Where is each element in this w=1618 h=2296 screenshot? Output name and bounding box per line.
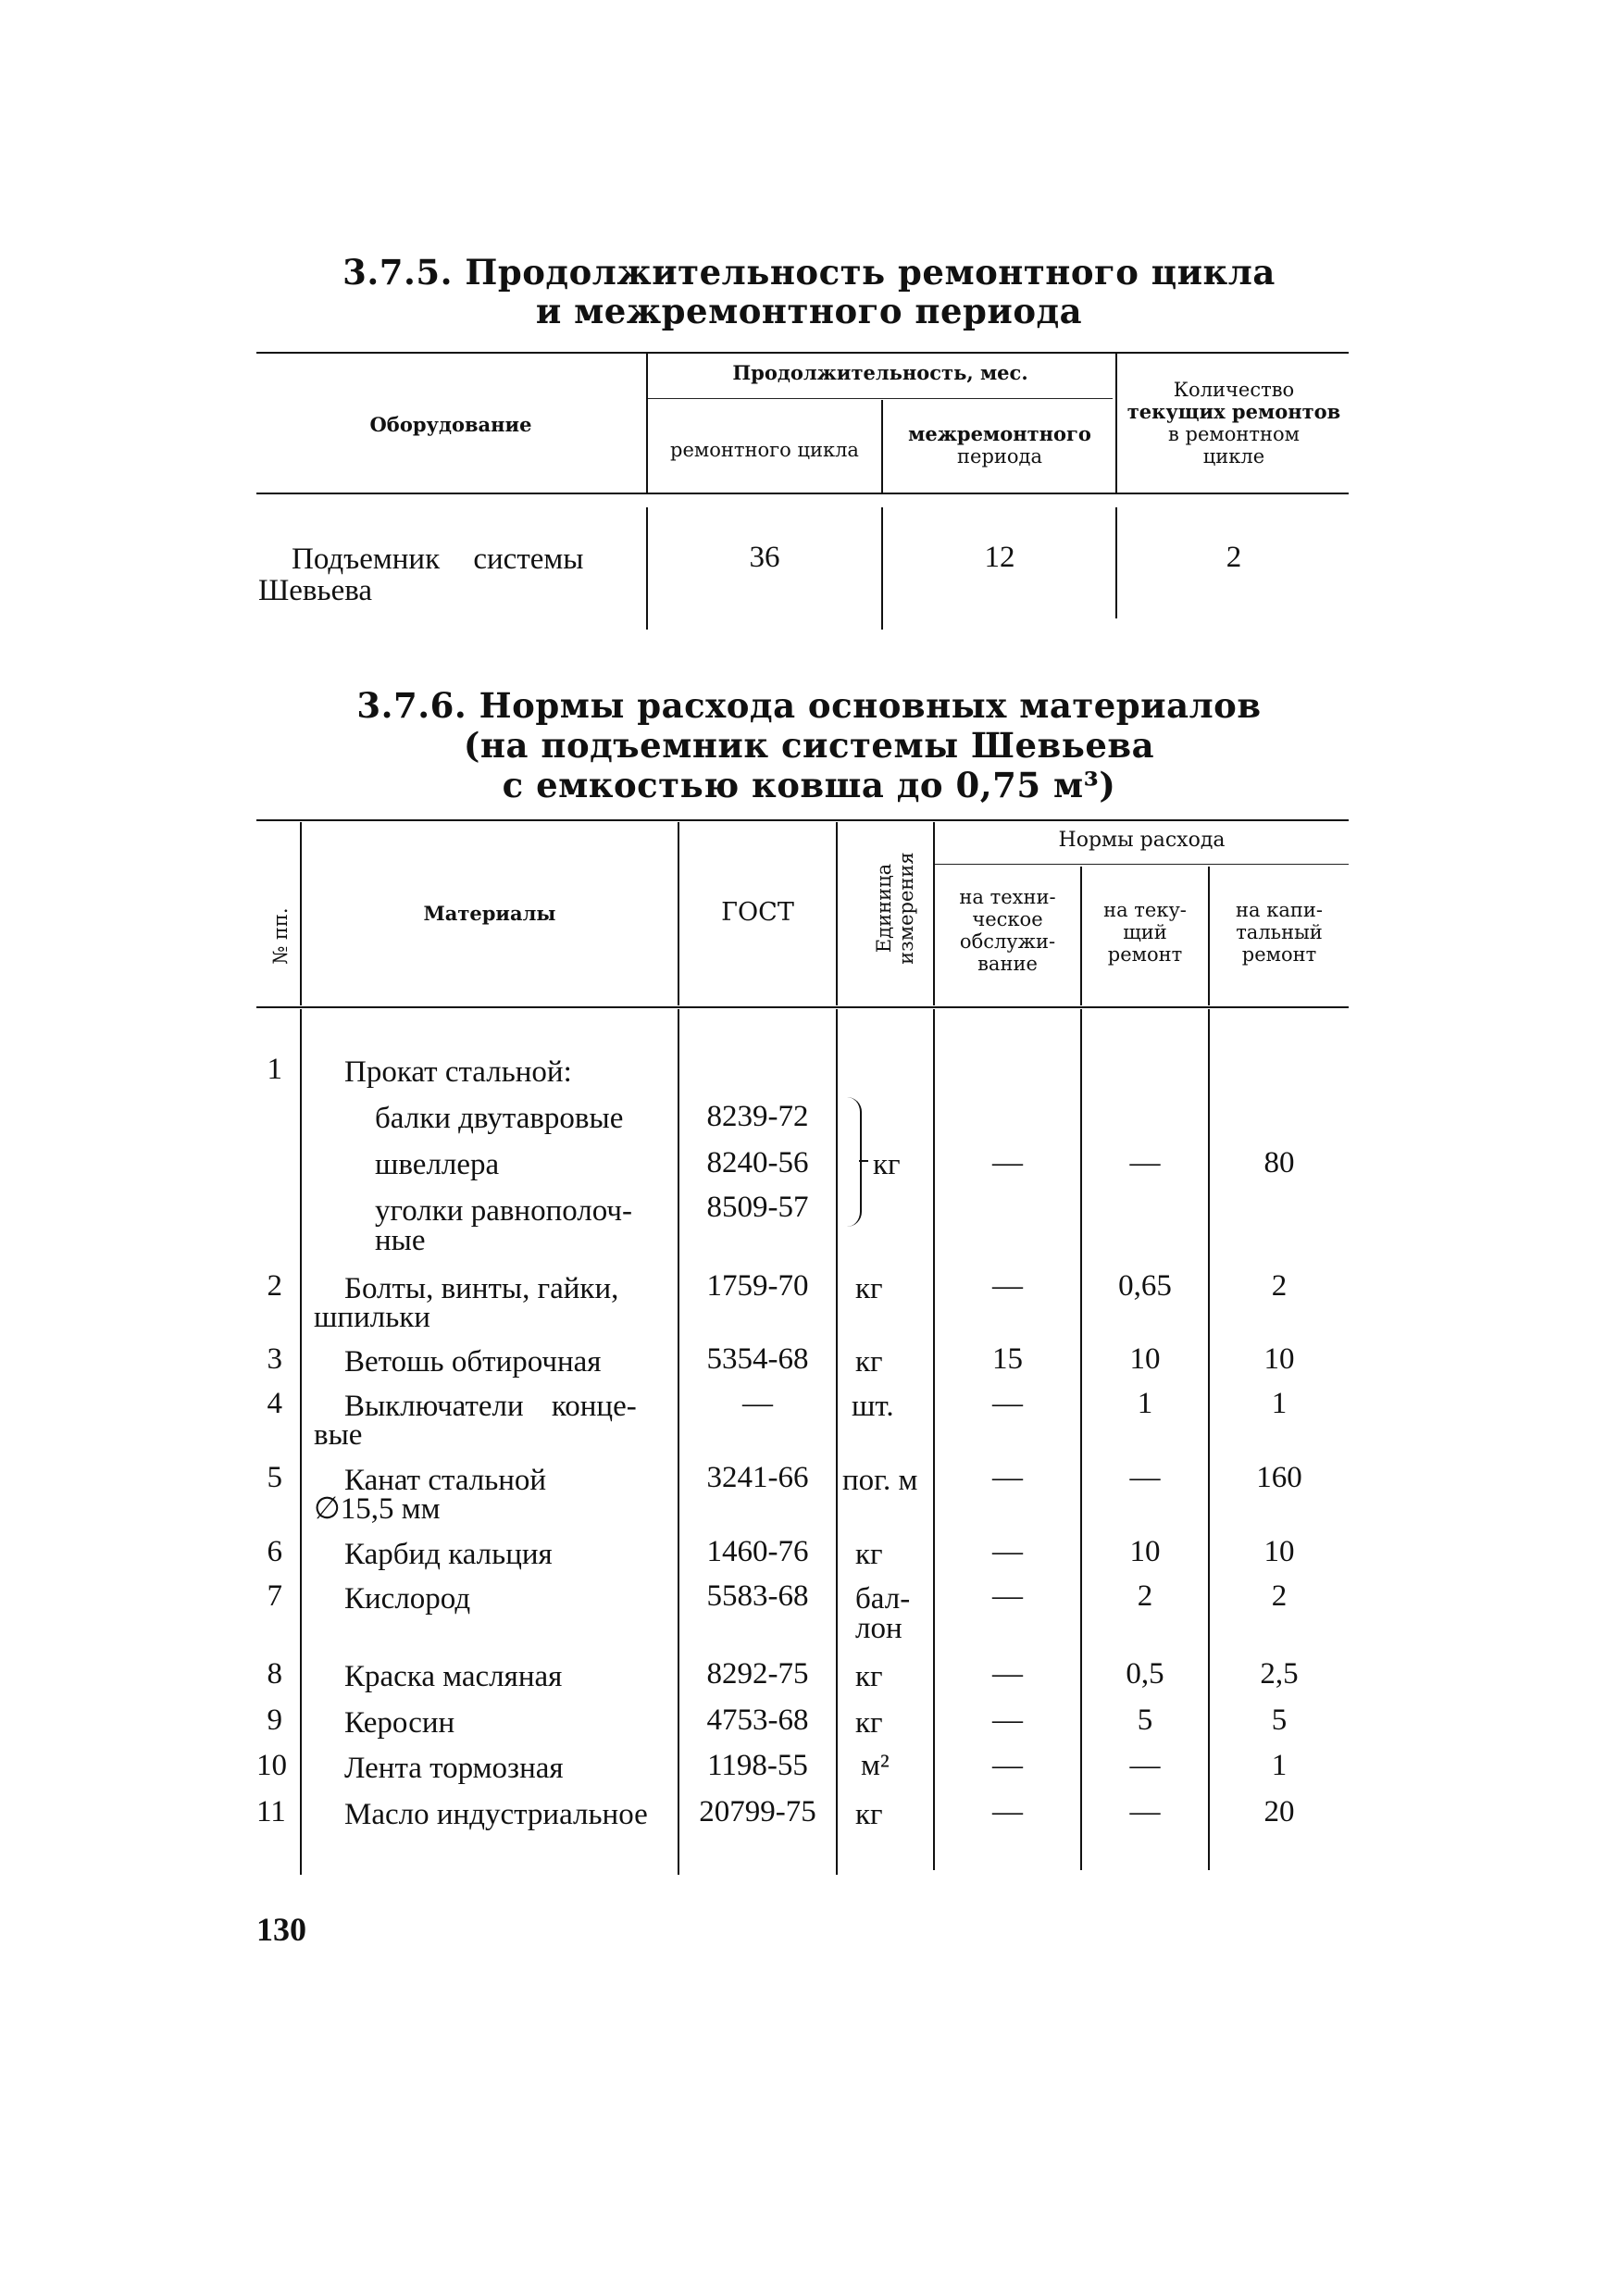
row7-capital: 2 bbox=[1271, 1579, 1288, 1613]
row4-maint: — bbox=[992, 1387, 1023, 1420]
table1-duration-rule bbox=[648, 398, 1113, 399]
row5-material-l2: ∅15,5 мм bbox=[314, 1492, 441, 1526]
table2-bv-6 bbox=[1208, 1009, 1210, 1870]
table2-header-capital-l2: тальный bbox=[1236, 921, 1323, 943]
row3-unit: кг bbox=[855, 1345, 883, 1379]
row8-unit: кг bbox=[855, 1660, 883, 1693]
row1-num: 1 bbox=[267, 1053, 282, 1086]
row7-maint: — bbox=[992, 1579, 1023, 1613]
table2-bv-3 bbox=[836, 1009, 838, 1875]
table1-interrepair-value: 12 bbox=[984, 541, 1015, 574]
row9-num: 9 bbox=[267, 1703, 282, 1737]
table1-header-duration: Продолжительность, мес. bbox=[732, 361, 1028, 384]
row5-gost: 3241-66 bbox=[706, 1461, 809, 1494]
section1-title-line1: 3.7.5. Продолжительность ремонтного цикла bbox=[342, 252, 1276, 293]
row9-maint: — bbox=[992, 1703, 1023, 1737]
table2-hv-3 bbox=[836, 822, 838, 1005]
table2-header-rule bbox=[256, 1006, 1349, 1008]
table2-header-capital-l1: на капи- bbox=[1236, 899, 1323, 921]
table2-bv-4 bbox=[933, 1009, 935, 1870]
row8-maint: — bbox=[992, 1657, 1023, 1691]
row6-unit: кг bbox=[855, 1538, 883, 1571]
row3-num: 3 bbox=[267, 1342, 282, 1376]
row3-material: Ветошь обтирочная bbox=[344, 1345, 602, 1379]
table1-header-interrepair-l2: периода bbox=[957, 445, 1042, 468]
row11-current: — bbox=[1129, 1795, 1161, 1828]
grouping-brace bbox=[847, 1097, 862, 1227]
row2-material-l2: шпильки bbox=[314, 1301, 430, 1334]
table2-header-num: № пп. bbox=[268, 907, 292, 965]
row3-maint: 15 bbox=[992, 1342, 1023, 1376]
table1-header-count-l1: Количество bbox=[1173, 379, 1295, 401]
row8-material: Краска масляная bbox=[344, 1660, 563, 1693]
row5-capital: 160 bbox=[1256, 1461, 1302, 1494]
row11-capital: 20 bbox=[1263, 1795, 1295, 1828]
table2-header-materials: Материалы bbox=[423, 902, 556, 925]
row1a-material: балки двутавровые bbox=[375, 1102, 624, 1135]
row6-material: Карбид кальция bbox=[344, 1538, 553, 1571]
row9-current: 5 bbox=[1137, 1703, 1153, 1737]
row11-maint: — bbox=[992, 1795, 1023, 1828]
row11-num: 11 bbox=[256, 1795, 286, 1828]
row9-gost: 4753-68 bbox=[706, 1703, 809, 1737]
row5-current: — bbox=[1129, 1461, 1161, 1494]
table2-header-current-l2: щий bbox=[1123, 921, 1167, 943]
row3-capital: 10 bbox=[1263, 1342, 1295, 1376]
table2-header-unit-l2: измерения bbox=[894, 852, 917, 965]
row11-material: Масло индустриальное bbox=[344, 1798, 648, 1831]
row1-material: Прокат стальной: bbox=[344, 1055, 572, 1089]
table2-header-capital-l3: ремонт bbox=[1241, 943, 1317, 966]
table2-header-current-l1: на теку- bbox=[1103, 899, 1187, 921]
table1-equipment-l1: Подъемник системы bbox=[292, 543, 584, 576]
table1-header-interrepair-l1: межремонтного bbox=[908, 422, 1091, 445]
row9-material: Керосин bbox=[344, 1706, 455, 1740]
table2-header-maint-l4: вание bbox=[977, 953, 1038, 975]
row7-gost: 5583-68 bbox=[706, 1579, 809, 1613]
row6-current: 10 bbox=[1129, 1535, 1161, 1568]
row2-num: 2 bbox=[267, 1269, 282, 1303]
row8-gost: 8292-75 bbox=[706, 1657, 809, 1691]
table1-vline-2 bbox=[881, 400, 883, 493]
table1-vline-3 bbox=[1115, 354, 1117, 493]
row10-unit: м² bbox=[861, 1749, 890, 1782]
section2-title-line2: (на подъемник системы Шевьева bbox=[463, 725, 1155, 766]
table1-count-value: 2 bbox=[1226, 541, 1242, 574]
table1-equipment-l2: Шевьева bbox=[258, 574, 373, 607]
table2-bv-1 bbox=[300, 1009, 302, 1875]
page-number: 130 bbox=[256, 1911, 306, 1948]
row7-num: 7 bbox=[267, 1579, 282, 1613]
section1-title-line2: и межремонтного периода bbox=[535, 291, 1083, 331]
table2-top-rule bbox=[256, 819, 1349, 821]
row1-capital: 80 bbox=[1263, 1146, 1295, 1179]
row10-num: 10 bbox=[256, 1749, 287, 1782]
row7-material: Кислород bbox=[344, 1582, 471, 1616]
row1-unit: кг bbox=[873, 1148, 901, 1181]
row5-material-l1: Канат стальной bbox=[344, 1464, 547, 1497]
table2-header-current-l3: ремонт bbox=[1107, 943, 1183, 966]
row4-material-l2: вые bbox=[314, 1418, 363, 1452]
table1-vline-6 bbox=[1115, 507, 1117, 618]
row6-num: 6 bbox=[267, 1535, 282, 1568]
row3-current: 10 bbox=[1129, 1342, 1161, 1376]
row8-capital: 2,5 bbox=[1260, 1657, 1299, 1691]
row6-capital: 10 bbox=[1263, 1535, 1295, 1568]
row6-maint: — bbox=[992, 1535, 1023, 1568]
row1b-gost: 8240-56 bbox=[706, 1146, 809, 1179]
table2-bv-5 bbox=[1080, 1009, 1082, 1870]
row6-gost: 1460-76 bbox=[706, 1535, 809, 1568]
table2-norms-rule bbox=[935, 864, 1349, 865]
table2-header-maint-l3: обслужи- bbox=[959, 930, 1056, 953]
row10-gost: 1198-55 bbox=[707, 1749, 808, 1782]
table2-bv-2 bbox=[678, 1009, 679, 1875]
row2-capital: 2 bbox=[1271, 1269, 1288, 1303]
row4-capital: 1 bbox=[1271, 1387, 1288, 1420]
table1-top-rule bbox=[256, 352, 1349, 354]
row1b-material: швеллера bbox=[375, 1148, 500, 1181]
row11-gost: 20799-75 bbox=[699, 1795, 816, 1828]
row4-num: 4 bbox=[267, 1387, 282, 1420]
row4-material-l1: Выключатели конце- bbox=[344, 1390, 637, 1423]
row1c-material-l1: уголки равнополоч- bbox=[375, 1194, 633, 1228]
row4-current: 1 bbox=[1137, 1387, 1153, 1420]
section2-title-line3: с емкостью ковша до 0,75 м³) bbox=[502, 765, 1116, 805]
row10-current: — bbox=[1129, 1749, 1161, 1782]
table1-header-count-l2: текущих ремонтов bbox=[1126, 400, 1341, 423]
section2-title-line1: 3.7.6. Нормы расхода основных материалов bbox=[356, 685, 1262, 726]
row2-material-l1: Болты, винты, гайки, bbox=[344, 1272, 619, 1305]
row2-current: 0,65 bbox=[1118, 1269, 1172, 1303]
table2-header-maint-l2: ческое bbox=[972, 908, 1043, 930]
row10-material: Лента тормозная bbox=[344, 1752, 564, 1785]
grouping-brace-tip bbox=[859, 1160, 868, 1162]
table1-header-repair-cycle: ремонтного цикла bbox=[670, 439, 859, 461]
table1-header-equipment: Оборудование bbox=[369, 413, 532, 436]
row4-unit: шт. bbox=[852, 1390, 894, 1423]
row7-unit-l1: бал- bbox=[855, 1582, 911, 1616]
table1-header-count-l3: в ремонтном bbox=[1168, 423, 1300, 445]
row10-maint: — bbox=[992, 1749, 1023, 1782]
row1-current: — bbox=[1129, 1146, 1161, 1179]
table1-vline-5 bbox=[881, 507, 883, 630]
row5-unit: пог. м bbox=[842, 1464, 918, 1497]
table2-header-unit-l1: Единица bbox=[872, 863, 895, 954]
row4-gost: — bbox=[742, 1387, 773, 1420]
row7-unit-l2: лон bbox=[855, 1612, 902, 1645]
row8-num: 8 bbox=[267, 1657, 282, 1691]
row10-capital: 1 bbox=[1271, 1749, 1288, 1782]
row11-unit: кг bbox=[855, 1798, 883, 1831]
row3-gost: 5354-68 bbox=[706, 1342, 809, 1376]
row1c-gost: 8509-57 bbox=[706, 1191, 809, 1224]
table1-header-rule bbox=[256, 493, 1349, 494]
row9-unit: кг bbox=[855, 1706, 883, 1740]
row1c-material-l2: ные bbox=[375, 1224, 426, 1257]
row9-capital: 5 bbox=[1271, 1703, 1288, 1737]
table1-header-count-l4: цикле bbox=[1202, 445, 1265, 468]
row2-unit: кг bbox=[855, 1272, 883, 1305]
row7-current: 2 bbox=[1137, 1579, 1153, 1613]
row5-maint: — bbox=[992, 1461, 1023, 1494]
row2-gost: 1759-70 bbox=[706, 1269, 809, 1303]
table2-header-maint-l1: на техни- bbox=[959, 886, 1056, 908]
row2-maint: — bbox=[992, 1269, 1023, 1303]
row1a-gost: 8239-72 bbox=[706, 1100, 809, 1133]
table2-header-norms: Нормы расхода bbox=[1058, 829, 1226, 852]
table2-header-gost: ГОСТ bbox=[721, 898, 794, 927]
row8-current: 0,5 bbox=[1126, 1657, 1164, 1691]
row5-num: 5 bbox=[267, 1461, 282, 1494]
row1-maint: — bbox=[992, 1146, 1023, 1179]
table1-repair-cycle-value: 36 bbox=[749, 541, 780, 574]
